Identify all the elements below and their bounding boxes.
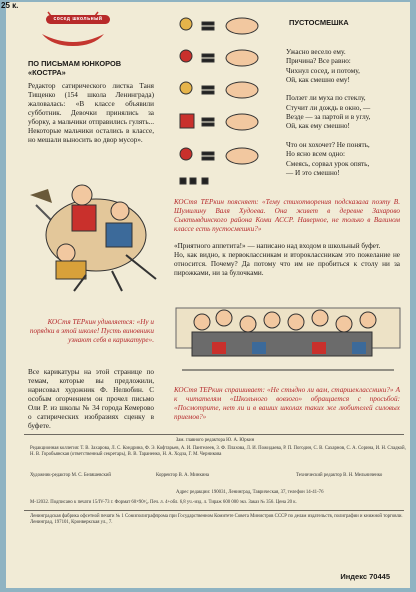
kostya-caption-text: КОСтя ТЕРкин удивляется: «Ну и порядки в этой школе! Пусть виновники узнают себя в карикатуре». <box>29 318 154 344</box>
section-title: ПО ПИСЬМАМ ЮНКОРОВ «КОСТРА» <box>28 59 122 77</box>
page-number: 25 к. <box>1 1 19 10</box>
editorial-board: Редакционная коллегия: Т. В. Захарова, Л. С. Кондрина, Ф. Э. Кофтарьев, А. И. Пантелеев, З. Ф. Плахова, Л. И. Пожидаева, Р. П. Погодин, С. В. Сахарнов, С. А. Сорина, И. Н. Сладкой, Н. В. Горобьянская (ответственный секретарь), В. В. Тараненко, Н. А. Ходза, Г. М. Черникова <box>30 446 406 457</box>
letter-text: Редактор сатирического листка Таня Тищенко (154 школа Ленинграда) жаловалась: «В классе объявили субботник. Девочки принялись за уборку, а мальчики отправились гулять... Некоторые мальчики остались в классе, но мешали выносить во двор мусор». <box>28 82 154 144</box>
print-info: М-12032. Подписано к печати 15/IV-73 г. Формат 60×90¹⁄₈. Печ. л. 4+обл. 6,8 уч.-изд. л. Тираж 600 000 экз. Заказ № 356. Цена 20 к. <box>30 500 297 505</box>
tech-editor: Технический редактор В. Н. Мельниченко <box>296 473 383 478</box>
printer-info: Ленинградская фабрика офсетной печати № 1 Союзполиграфпрома при Государственном Комитете Совета Министров СССР по делам издательств, полиграфии и книжной торговли. Ленинград, 197101, Кронверкская ул., 7. <box>30 514 403 525</box>
pustosmeshka-title <box>289 18 349 27</box>
buffet-note: «Приятного аппетита!» — написано над входом в школьный буфет. Но, как видно, к первоклассникам и второклассникам это пожелание не относится. Почему? Да потому что им не пробиться к столу ни за пирожками, ни за булочками. <box>174 242 400 277</box>
index-number: Индекс 70445 <box>340 572 390 581</box>
poem-text: Ужасно весело ему. Причина? Все равно: Чихнул сосед, и потому, Ой, как смешно ему! Ползет ли муха по стеклу, Стучит ли дождь в окно, — Везде — за партой и в углу, Ой, как ему смешно! Что он хохочет? Не понять, Но ясно всем одно: Смеясь, сорвал урок опять, — И это смешно! <box>286 48 371 177</box>
kostya-explains-text: КОСтя ТЕРкин поясняет: «Тему стихотворения подсказала поэту В. Шумилину Валя Худоева. Она живет в деревне Захарово Сыктывдинского района Коми АССР. Наверное, не только в Валином классе есть пустосмешки?» <box>174 198 400 233</box>
title-suffix: СМЕШКА <box>314 18 349 27</box>
school-neighbor-logo <box>34 8 112 48</box>
logo-label: сосед школьный <box>46 15 110 24</box>
cartoon-boys-pile <box>26 175 166 293</box>
deputy-editor: Зам. главного редактора Ю. А. Юркин <box>175 438 255 443</box>
pustosmeshka-cartoon-strip <box>172 10 276 190</box>
art-editor: Художник-редактор М. С. Беляшевский <box>30 473 111 478</box>
artist-note: Все карикатуры на этой странице по темам, которые вы предложили, нарисовал художник Ф. Нелюбин. С особым огорчением он прочел письмо Оли Р. из школы № 34 города Кемерово о сатирических изобразиях сценку в буфете. <box>28 368 154 430</box>
kostya-explains <box>174 198 400 234</box>
corrector: Корректор В. А. Минкина <box>156 473 210 478</box>
kostya-asks <box>174 386 400 422</box>
title-prefix: ПУСТО <box>289 18 315 27</box>
kostya-asks-text: КОСтя ТЕРкин спрашивает: «Не стыдно ли вам, старшеклассники?» А к читателям «Школьного вовзого» обращается с просьбой: «Посмотрите, нет ли и в ваших школах таких же любителей силовых приемов?» <box>174 386 400 421</box>
magazine-page <box>6 2 410 588</box>
cartoon-buffet-crowd <box>172 292 404 380</box>
editorial-address: Адрес редакции: 190031, Ленинград, Таврическая, 37, телефон 14-41-76 <box>176 490 324 495</box>
kostya-caption <box>28 318 154 345</box>
